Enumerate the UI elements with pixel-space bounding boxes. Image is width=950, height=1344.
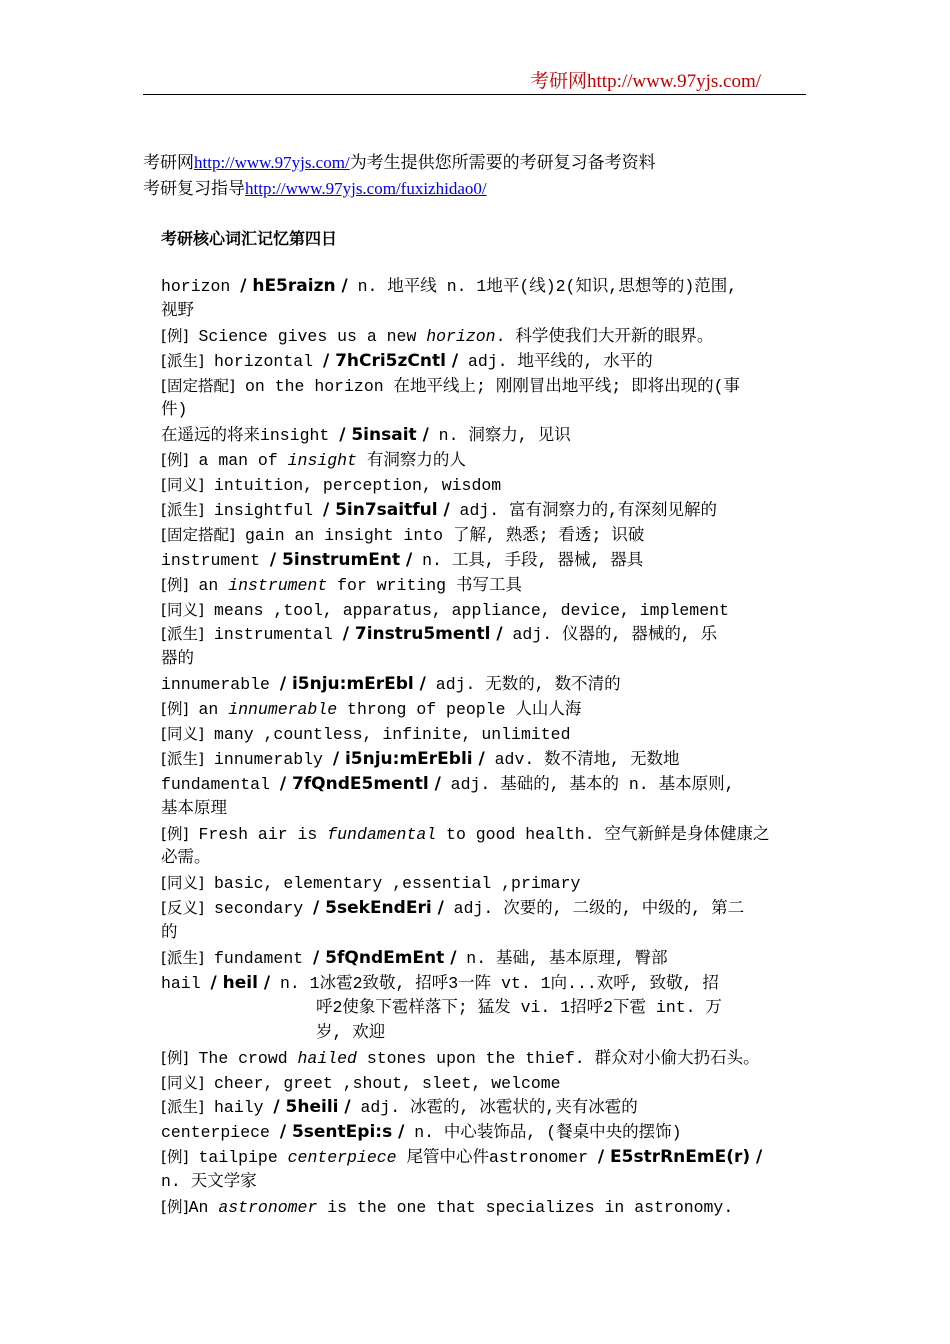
phonetic: / 5fQndEmEnt / (313, 948, 457, 969)
tag-collocation: [固定搭配] (161, 376, 236, 395)
entry-line (161, 946, 811, 971)
phonetic: / 7hCri5zCntl / (322, 350, 459, 371)
phonetic: / 5sentEpi:s / (279, 1122, 405, 1143)
text: on the horizon 在地平线上; 刚刚冒出地平线; 即将出现的(事 (235, 376, 741, 396)
tag-derivative: [派生] (161, 625, 205, 644)
entry-line (161, 971, 811, 996)
text: an (188, 700, 229, 720)
text: intuition, perception, wisdom (204, 476, 502, 496)
tag-antonym: [反义] (161, 899, 205, 918)
vocabulary-entries (161, 274, 811, 1220)
entry-line (161, 423, 811, 448)
tag-derivative: [派生] (161, 501, 205, 520)
entry-line: 基本原理 (161, 798, 227, 818)
tag-example: [例] (161, 575, 189, 594)
text: means ,tool, apparatus, appliance, device, implement (204, 600, 729, 620)
headword: centerpiece (161, 1123, 280, 1143)
phonetic: / 5heili / (273, 1097, 351, 1118)
text: adj. 次要的, 二级的, 中级的, 第二 (443, 899, 745, 919)
site-link[interactable]: http://www.97yjs.com/ (194, 153, 350, 172)
text: adj. 富有洞察力的,有深刻见解的 (449, 501, 717, 521)
text: The crowd (188, 1048, 298, 1068)
text: innumerably (204, 749, 333, 769)
entry-line (161, 523, 811, 548)
definition: n. 工具, 手段, 器械, 器具 (412, 550, 644, 570)
entry-line: 器的 (161, 649, 194, 669)
text: tailpipe (188, 1148, 288, 1168)
entry-line (161, 747, 811, 772)
entry-line: 必需。 (161, 848, 211, 868)
tag-example: [例] (161, 1048, 189, 1067)
tag-example: [例] (161, 700, 189, 719)
entry-line (161, 573, 811, 598)
headword: innumerable (161, 675, 280, 695)
entry-line (161, 697, 811, 722)
text: adj. 仪器的, 器械的, 乐 (502, 625, 718, 645)
headword: horizon (161, 277, 241, 296)
tag-derivative: [派生] (161, 1098, 205, 1117)
tag-example: [例] (161, 451, 189, 470)
guide-link[interactable]: http://www.97yjs.com/fuxizhidao0/ (245, 179, 487, 198)
emphasis: horizon (426, 326, 496, 346)
intro-block (143, 150, 656, 202)
phonetic: / 5sekEndEri / (313, 898, 444, 919)
phonetic: / 5instrumEnt / (269, 549, 413, 570)
tag-derivative: [派生] (161, 351, 205, 370)
intro-text: 考研复习指导 (143, 179, 245, 198)
entry-line (161, 1195, 811, 1220)
entry-line (161, 349, 811, 374)
phonetic: / hE5raizn / (240, 276, 348, 296)
tag-synonym: [同义] (161, 1073, 205, 1092)
emphasis: innumerable (228, 700, 338, 720)
definition: adj. 基础的, 基本的 n. 基本原则, (440, 774, 735, 794)
headword: hail (161, 973, 211, 993)
entry-line (161, 548, 811, 573)
text: cheer, greet ,shout, sleet, welcome (204, 1073, 561, 1093)
tag-example: [例] (161, 824, 189, 843)
text: gain an insight into 了解, 熟悉; 看透; 识破 (235, 525, 645, 545)
intro-text: 为考生提供您所需要的考研复习备考资料 (349, 153, 656, 172)
entry-line (161, 772, 811, 797)
entry-line (161, 374, 811, 399)
headword: instrument (161, 550, 270, 570)
text: basic, elementary ,essential ,primary (204, 874, 581, 894)
emphasis: fundamental (327, 824, 437, 844)
phonetic: / 7fQndE5mentl / (279, 773, 441, 794)
document-title: 考研核心词汇记忆第四日 (161, 229, 338, 248)
text: 尾管中心件astronomer (396, 1148, 598, 1168)
header-site: 考研网 (530, 71, 588, 92)
text: insightful (204, 501, 323, 521)
definition: n. 中心装饰品, (餐桌中央的摆饰) (404, 1123, 682, 1143)
headword: 在遥远的将来insight (161, 426, 340, 446)
phonetic: / 5insait / (339, 425, 429, 446)
entry-line (161, 822, 811, 847)
entry-line: 件) (161, 400, 188, 420)
emphasis: instrument (228, 575, 328, 595)
header-divider (143, 94, 806, 95)
text: adv. 数不清地, 无数地 (484, 749, 680, 769)
entry-line (161, 1071, 811, 1096)
tag-synonym: [同义] (161, 476, 205, 495)
entry-line (161, 871, 811, 896)
entry-line (161, 274, 811, 299)
tag-synonym: [同义] (161, 600, 205, 619)
emphasis: hailed (297, 1048, 357, 1068)
text: is the one that specializes in astronomy. (317, 1197, 734, 1217)
definition: n. 1冰雹2致敬, 招呼3一阵 vt. 1向...欢呼, 致敬, 招 (270, 973, 719, 993)
text: many ,countless, infinite, unlimited (204, 725, 571, 745)
text: haily (204, 1098, 274, 1118)
tag-example: [例] (161, 1148, 189, 1167)
phonetic: / i5nju:mErEbl / (279, 674, 426, 695)
tag-synonym: [同义] (161, 725, 205, 744)
header-url: http://www.97yjs.com/ (587, 71, 762, 92)
phonetic: / i5nju:mErEbli / (332, 748, 485, 769)
intro-text: 考研网 (143, 153, 194, 172)
entry-line (161, 1095, 811, 1120)
tag-synonym: [同义] (161, 874, 205, 893)
entry-line (161, 498, 811, 523)
text: horizontal (204, 351, 323, 371)
text: 有洞察力的人 (356, 451, 466, 471)
text: stones upon the thief. 群众对小偷大扔石头。 (356, 1048, 760, 1068)
text: adj. 冰雹的, 冰雹状的,夹有冰雹的 (350, 1098, 638, 1118)
text: fundament (204, 949, 314, 969)
entry-line (161, 448, 811, 473)
tag-derivative: [派生] (161, 949, 205, 968)
page-header (530, 66, 761, 93)
entry-line: 呼2使象下雹样落下; 猛发 vi. 1招呼2下雹 int. 万 (316, 997, 722, 1017)
entry-line (161, 722, 811, 747)
definition: n. 地平线 n. 1地平(线)2(知识,思想等的)范围, (347, 277, 738, 296)
entry-line (161, 1046, 811, 1071)
entry-line (161, 896, 811, 921)
definition: n. 洞察力, 见识 (428, 426, 571, 446)
phonetic: / E5strRnEmE(r) / (597, 1147, 763, 1168)
text: for writing 书写工具 (327, 575, 522, 595)
text: Fresh air is (188, 824, 328, 844)
definition: adj. 无数的, 数不清的 (425, 675, 621, 695)
headword: fundamental (161, 774, 280, 794)
text: An (188, 1197, 219, 1217)
phonetic: / heil / (210, 972, 271, 993)
emphasis: astronomer (218, 1197, 318, 1217)
entry-line (161, 473, 811, 498)
entry-line: 视野 (161, 300, 194, 320)
entry-line (161, 1145, 811, 1170)
intro-line-2 (143, 176, 656, 202)
phonetic: / 5in7saitful / (322, 500, 450, 521)
entry-line: 岁, 欢迎 (316, 1022, 386, 1042)
text: secondary (204, 899, 314, 919)
text: instrumental (204, 625, 343, 645)
entry-line (161, 672, 811, 697)
emphasis: centerpiece (287, 1148, 397, 1168)
text: an (188, 575, 229, 595)
text: Science gives us a new (188, 326, 427, 346)
phonetic: / 7instru5mentl / (342, 624, 503, 645)
text: throng of people 人山人海 (337, 700, 582, 720)
entry-line (161, 622, 811, 647)
tag-collocation: [固定搭配] (161, 525, 236, 544)
entry-line (161, 598, 811, 623)
text: . 科学使我们大开新的眼界。 (495, 326, 714, 346)
text: to good health. 空气新鲜是身体健康之 (436, 824, 770, 844)
tag-example: [例] (161, 1197, 189, 1216)
entry-line: 的 (161, 923, 178, 943)
entry-line (161, 1120, 811, 1145)
entry-line: n. 天文学家 (161, 1172, 257, 1192)
intro-line-1 (143, 150, 656, 176)
emphasis: insight (287, 451, 357, 471)
entry-line (161, 324, 811, 349)
text: a man of (188, 451, 288, 471)
text: adj. 地平线的, 水平的 (458, 351, 653, 371)
tag-example: [例] (161, 326, 189, 345)
text: n. 基础, 基本原理, 臀部 (456, 949, 668, 969)
tag-derivative: [派生] (161, 749, 205, 768)
